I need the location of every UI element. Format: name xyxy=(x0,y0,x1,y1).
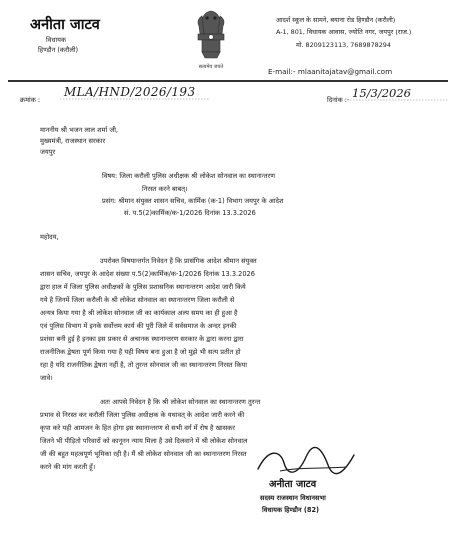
address-line-2: A-1, 801, विधायक आवास, ज्योति नगर, जयपुर (राज.) xyxy=(276,28,412,36)
ashoka-emblem-icon xyxy=(188,8,234,78)
handwritten-signature xyxy=(250,445,360,477)
subject-line-4: सं. प.5(2)कार्मिक/क-1/2026 दिनांक 13.3.2026 xyxy=(124,209,256,217)
para2-line-2: प्रभाव से निरस्त कर करौली जिला पुलिस अधीक्षक के यथावत् के आदेश जारी करने की xyxy=(40,411,245,419)
para1-line-10: जावे। xyxy=(40,374,53,382)
recipient-line-1: माननीय श्री भजन लाल शर्मा जी, xyxy=(40,126,119,134)
para2-line-6: करने की मांग करती हूँ। xyxy=(40,463,96,471)
signatory-line-1: सदस्य राजस्थान विधानसभा xyxy=(260,494,326,502)
signatory-line-2: विधायक हिण्डौन (82) xyxy=(262,506,320,514)
ref-number-text: MLA/HND/2026/193 xyxy=(64,85,196,99)
para1-line-6: एवं पुलिस विभाग में इनके सर्वोत्तम कार्य की पूरी जिले में सर्वसमाज के अन्दर इनकी xyxy=(40,322,237,330)
phone-numbers: मो. 8209123113, 7689878294 xyxy=(296,41,391,49)
recipient-line-2: मुख्यमंत्री, राजस्थान सरकार xyxy=(40,137,106,145)
signatory-name: अनीता जाटव xyxy=(269,479,317,490)
para2-line-1: अतः आपसे निवेदन है कि श्री लोकेश सोनवाल का स्थानान्तरण तुरन्त xyxy=(100,398,261,406)
para1-line-3: द्वारा हाल में जिला पुलिस अधीक्षकों के पुलिस प्रशासनिक स्थानान्तरण आदेश जारी किये xyxy=(40,283,246,291)
para1-line-7: प्रशंसा बनी हुई है इनका इस प्रकार से अचानक स्थानान्तरण सरकार के द्वारा करना द्वारा xyxy=(40,335,244,343)
para1-line-9: रहा है यदि राजनीतिक द्वेषता नहीं है, तो तुरन्त सोनवाल जी का स्थानान्तरण निरस्त किया xyxy=(40,361,247,369)
date-label: दिनांक :- xyxy=(327,96,350,104)
salutation: महोदय, xyxy=(40,233,59,241)
para2-line-5: जी की बहुत महत्वपूर्ण भूमिका रही है। मैं श्री लोकेश सोनवाल जी का स्थानान्तरण निरस्त xyxy=(40,450,247,458)
email-address: E-mail:- mlaanitajatav@gmail.com xyxy=(268,67,393,76)
para1-line-5: अन्यत्र किया गया है श्री लोकेश सोनवाल जी का कार्यकाल अल्प समय का ही हुआ है xyxy=(40,309,238,317)
ref-label: क्रमांक : xyxy=(20,96,41,104)
emblem-caption: सत्यमेव जयते xyxy=(198,64,224,70)
para2-line-3: कृपा करे यही आमजन के हित होगा इस स्थानान्तरण से सभी वर्ग में रोष है खासकर xyxy=(40,424,235,432)
para2-line-4: जितने भी पीड़ितो परिवारों को कानूनन न्याय मिला है उसे दिलवाने में श्री लोकेश सोनवाल xyxy=(40,437,248,445)
para1-line-1: उपरोक्त विषयान्तर्गत निवेदन है कि प्रासंगिक आदेश श्रीमान संयुक्त xyxy=(100,257,257,265)
address-line-1: आदर्श स्कूल के सामने, बयाना रोड हिण्डौन (करौली) xyxy=(276,16,396,24)
subject-line-1: विषय: जिला करौली पुलिस अधीक्षक श्री लोकेश सोनवाल का स्थानान्तरण xyxy=(102,172,276,180)
date-value-text: 15/3/2026 xyxy=(352,86,411,100)
para1-line-2: शासन सचिव, जयपुर के आदेश संख्या प.5(2)कार्मिक/क-1/2026 दिनांक 13.3.2026 xyxy=(40,270,255,278)
ref-number xyxy=(60,84,210,102)
para1-line-8: राजनीतिक द्वेषता पूर्ण किया गया है यही विषय बना हुआ है जो मुझे भी सत्य प्रतीत हो xyxy=(40,348,241,356)
header-rule xyxy=(8,80,448,82)
subject-line-2: निरस्त करने बाबत्। xyxy=(142,185,188,193)
constituency: हिण्डौन (करौली) xyxy=(38,46,79,54)
date-value xyxy=(338,85,448,103)
designation: विधायक xyxy=(46,36,67,44)
para1-line-4: गये है जिनमें जिला करौली के श्री लोकेश सोनवाल का स्थानान्तरण जिला करौली से xyxy=(40,296,235,304)
subject-line-3: प्रसंग: श्रीमान संयुक्त शासन सचिव, कार्मिक (क-1) विभाग जयपुर के आदेश xyxy=(102,197,284,205)
mla-name: अनीता जाटव xyxy=(30,17,100,33)
recipient-line-3: जयपुर xyxy=(40,148,56,156)
state-emblem xyxy=(188,8,234,78)
